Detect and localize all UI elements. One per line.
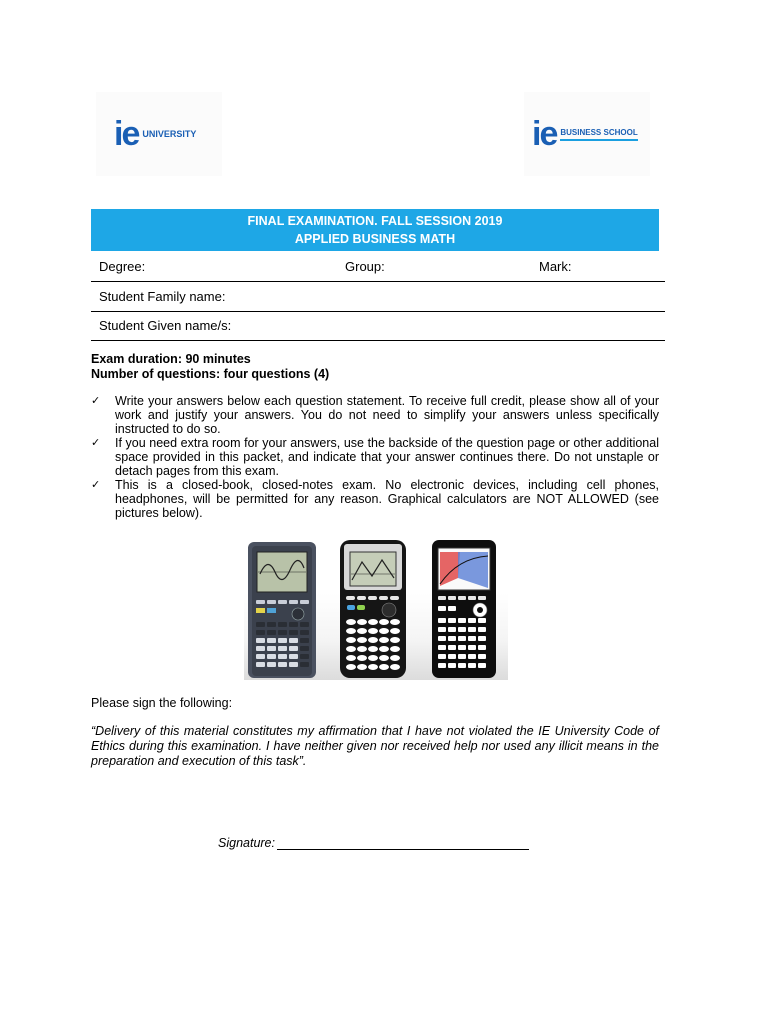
logo-text-group bbox=[560, 128, 638, 141]
course-title: APPLIED BUSINESS MATH bbox=[294, 232, 456, 246]
ie-business-school-logo bbox=[524, 92, 650, 176]
rule-text: This is a closed-book, closed-notes exam. No electronic devices, including cell phones, headphones, will be permitted for any reason. Graphical calculators are NOT ALLOWED (see pictures below). bbox=[115, 478, 659, 520]
ie-logo-mark: ie bbox=[114, 115, 139, 153]
exam-title: FINAL EXAMINATION. FALL SESSION 2019 bbox=[247, 214, 503, 228]
graphical-calculators-image bbox=[244, 538, 508, 680]
logo-text-business-school: BUSINESS SCHOOL bbox=[560, 127, 638, 137]
exam-title-banner bbox=[91, 209, 659, 251]
number-of-questions: Number of questions: four questions (4) bbox=[91, 367, 330, 381]
ie-logo-mark: ie bbox=[532, 115, 557, 153]
group-label: Group: bbox=[345, 259, 385, 274]
degree-label: Degree: bbox=[99, 259, 146, 274]
signature-field bbox=[218, 836, 529, 850]
ethics-statement: “Delivery of this material constitutes my affirmation that I have not violated the IE University Code of Ethics during this examination. I have neither given nor received help nor used any illicit means in the preparation and execution of this task”. bbox=[91, 724, 659, 768]
check-icon: ✓ bbox=[91, 478, 101, 491]
rule-text: If you need extra room for your answers, use the backside of the question page or other additional space provided in this packet, and indicate that your answer continues there. Do not unstaple or detach pages from this exam. bbox=[115, 436, 659, 478]
ie-university-logo bbox=[96, 92, 222, 176]
sign-instruction: Please sign the following: bbox=[91, 696, 233, 710]
calculator-ti84ce-icon bbox=[432, 540, 496, 678]
form-row-family-name bbox=[91, 281, 665, 312]
exam-duration: Exam duration: 90 minutes bbox=[91, 352, 251, 366]
list-item bbox=[91, 478, 659, 520]
form-row-degree bbox=[91, 251, 665, 282]
signature-label: Signature: bbox=[218, 836, 275, 850]
list-item bbox=[91, 436, 659, 478]
check-icon: ✓ bbox=[91, 394, 101, 407]
check-icon: ✓ bbox=[91, 436, 101, 449]
logo-text-university: UNIVERSITY bbox=[142, 129, 197, 139]
calculator-ti84-icon bbox=[340, 540, 406, 678]
family-name-label: Student Family name: bbox=[99, 289, 226, 304]
logo-rule bbox=[560, 139, 638, 141]
exam-rules-list bbox=[91, 394, 659, 520]
form-row-given-name bbox=[91, 310, 665, 341]
rule-text: Write your answers below each question statement. To receive full credit, please show all of your work and justify your answers. You do not need to simplify your answers unless specifically instructed to do so. bbox=[115, 394, 659, 436]
calculator-ti83-icon bbox=[248, 542, 316, 678]
given-name-label: Student Given name/s: bbox=[99, 318, 232, 333]
exam-info bbox=[91, 352, 329, 382]
list-item bbox=[91, 394, 659, 436]
mark-label: Mark: bbox=[539, 259, 572, 274]
signature-line[interactable] bbox=[277, 837, 529, 850]
